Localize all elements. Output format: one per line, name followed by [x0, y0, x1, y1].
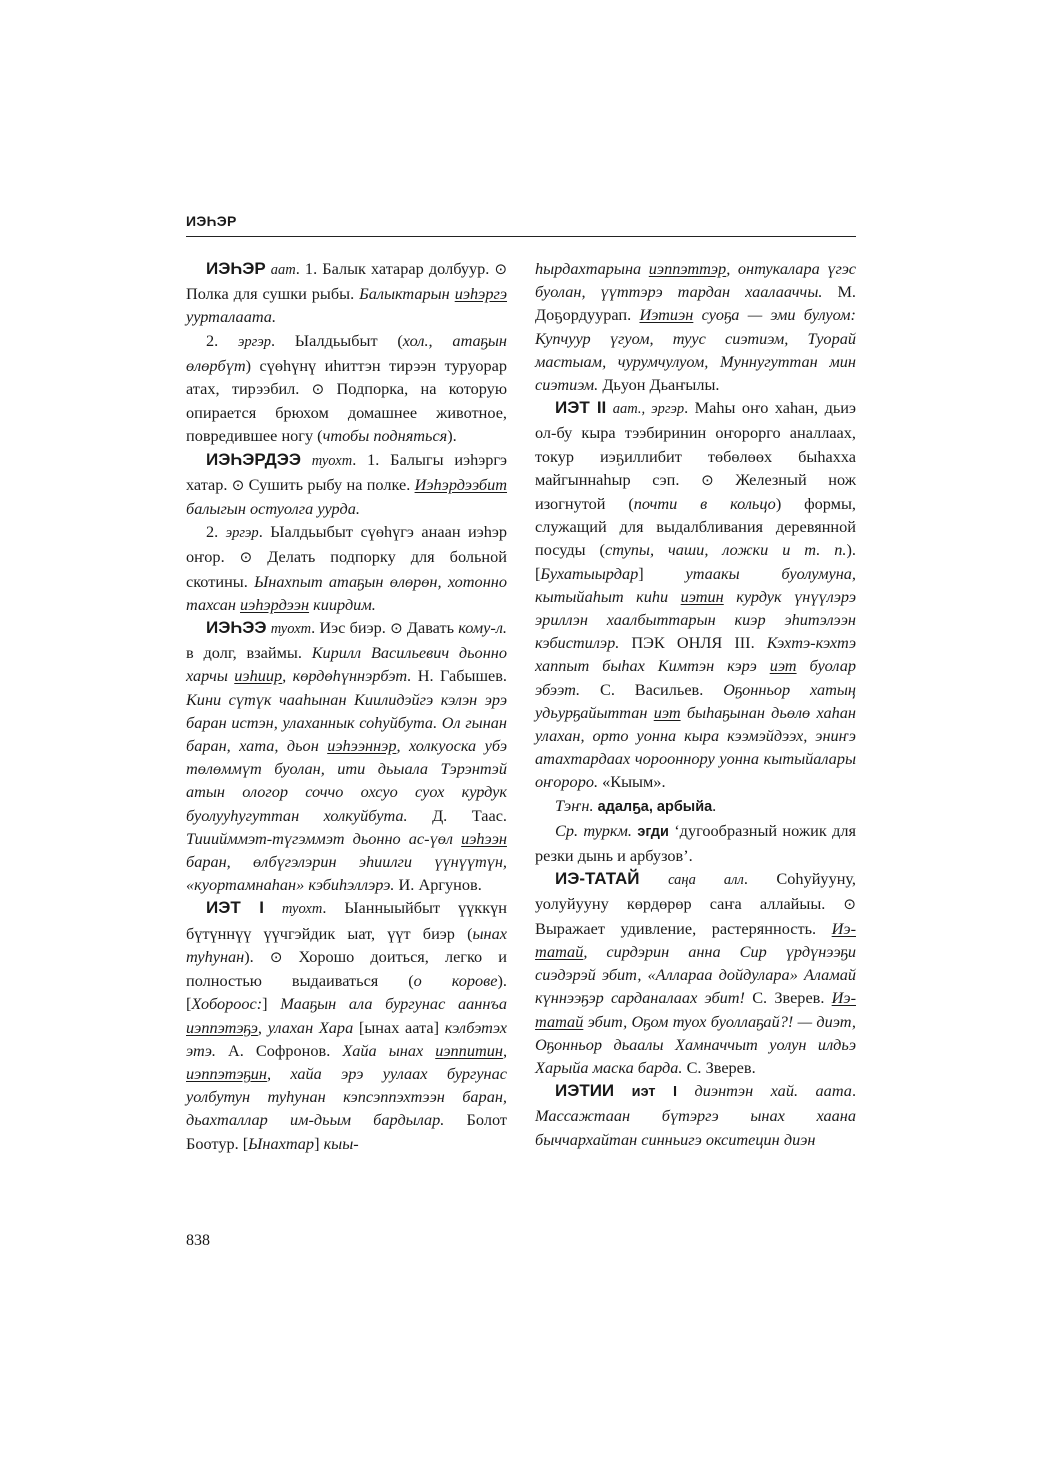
- example-text: [186, 1018, 258, 1037]
- example-text: кэлбэтэх этэ.: [186, 1017, 507, 1060]
- dictionary-paragraph: [535, 396, 856, 793]
- example-text: Бухатыырдар: [540, 563, 639, 583]
- definition-text: Давать: [402, 618, 459, 638]
- example-text: балыгын остуолга уурда.: [186, 499, 360, 519]
- example-text: уурталаата.: [186, 307, 277, 327]
- dictionary-paragraph: [186, 616, 507, 896]
- definition-text: [614, 1081, 632, 1100]
- left-column: [186, 257, 507, 1155]
- example-text: [435, 1041, 503, 1060]
- grammar-label: аат: [270, 262, 296, 278]
- example-text: суоҕа — эми булуом: Купчуур үгуом, туус сиэтиэм, Туорай мастыам, чурумчулуом, Муннугуттан мин сиэтиэм.: [535, 305, 856, 395]
- example-text: [639, 305, 693, 324]
- example-text: хол.,: [402, 330, 453, 350]
- example-text: Ынахпыт атаҕын өлөрөн, хотонно тахсан: [186, 571, 507, 614]
- example-text: [327, 736, 396, 755]
- underlined-example-word: иэт: [653, 702, 681, 722]
- example-text: буолар эбээт.: [535, 656, 857, 699]
- grammar-label: эргэр: [238, 333, 271, 350]
- underlined-example-word: иэһэрдээн: [240, 594, 310, 614]
- example-text: Хобороос:: [191, 994, 263, 1014]
- underlined-example-word: Иэ-татай: [535, 918, 856, 961]
- example-text: эбит, Оҕом туох буоллаҕай?! — диэт, Оҕонньор дьаалы Хамначчыт уолун илдьэ Харыйа маска барда.: [535, 1011, 856, 1077]
- definition-text: М. Доҕордуурап.: [535, 282, 857, 325]
- example-text: Мааҕын ала бургунас ааннъа: [280, 994, 507, 1014]
- russian-translation-marker-icon: ⊙: [390, 619, 403, 638]
- definition-text: Дьуон Дьаҥылы.: [598, 375, 720, 395]
- definition-text: Выражает удивление, растерянность.: [535, 918, 832, 938]
- example-text: киирдим.: [309, 594, 376, 614]
- definition-text: Полка для сушки рыбы.: [186, 284, 360, 304]
- definition-text: ]: [638, 563, 686, 583]
- definition-text: С. Зверев.: [682, 1057, 756, 1077]
- definition-text: . Ыалдьыбыт сүөһүгэ анаан иэһэр оҥор.: [186, 522, 508, 567]
- definition-text: . Соһуйууну, уолуйууну көрдөрөр саҥа аллайыы.: [535, 869, 857, 914]
- russian-translation-marker-icon: ⊙: [311, 380, 325, 399]
- definition-text: .: [712, 795, 717, 815]
- example-text: утаакы буолумуна, кытыйаһыт киһи: [535, 563, 856, 606]
- underlined-example-word: иэһэргэ: [454, 284, 508, 304]
- dictionary-paragraph: [186, 329, 507, 448]
- example-text: [455, 284, 507, 303]
- definition-text: . 1. Балыгы иэһэргэ хатар.: [186, 449, 507, 494]
- underlined-example-word: Иэтиэн: [639, 305, 694, 325]
- underlined-example-word: Иэһэрдээбит: [414, 474, 508, 494]
- definition-text: А. Софронов.: [215, 1040, 343, 1060]
- dictionary-paragraph: [535, 819, 856, 867]
- example-text: быһаҕынан дьөлө хаһан улахан, орто уонна кыра кээмэйдээх, эниҥэ атахтардаах чорооннору уонна кытыйалары оҥороро.: [535, 702, 856, 792]
- underlined-example-word: Иэ-татай: [535, 988, 856, 1031]
- example-text: [461, 829, 507, 848]
- definition-text: Сушить рыбу на полке.: [244, 474, 415, 494]
- grammar-label: туохт: [270, 621, 312, 638]
- dictionary-paragraph: [535, 867, 856, 1079]
- definition-text: [677, 1081, 695, 1100]
- definition-text: ]: [262, 994, 281, 1014]
- definition-text: «Кыым».: [598, 772, 666, 792]
- definition-text: Д. Таас.: [407, 805, 508, 825]
- definition-text: 2.: [206, 330, 239, 350]
- russian-translation-marker-icon: ⊙: [231, 475, 245, 494]
- example-text: , сирдэрин анна Сир үрдүнээҕи сиэдэрэй эбит, «Аллараа дойдулара» Аламай күннээҕэр сарданалаах эбит!: [535, 941, 856, 1008]
- headword: ИЭТИИ: [555, 1081, 615, 1101]
- dictionary-paragraph: [186, 257, 507, 329]
- example-text: Кэхтэ-кэхтэ хаппыт быһах Кимтэн кэрэ: [535, 633, 856, 676]
- dictionary-paragraph: [535, 1079, 856, 1151]
- definition-text: Болот Боотур. [: [186, 1110, 507, 1153]
- grammar-label: саңа алл: [668, 872, 744, 889]
- example-text: баран, өлбүгэлэрин эһиилги үүнүүтүн, «куортамнаһан» кэбиһэллэрэ.: [186, 852, 507, 895]
- russian-translation-marker-icon: ⊙: [239, 548, 253, 567]
- example-text: [654, 703, 681, 722]
- headword: ИЭ-ТАТАЙ: [555, 869, 640, 889]
- dictionary-paragraph: [186, 896, 507, 1154]
- definition-text: [640, 869, 669, 888]
- definition-text: [ынах аата]: [353, 1017, 445, 1037]
- grammar-label: туохт: [311, 452, 353, 469]
- example-text: кыы-: [323, 1133, 359, 1153]
- russian-translation-marker-icon: ⊙: [701, 470, 714, 489]
- underlined-example-word: иэппэттэр: [648, 259, 727, 278]
- example-text: [681, 587, 724, 606]
- running-header: [186, 212, 856, 237]
- example-text: Тииийммэт-түгэммэт дьонно ас-үөл: [186, 828, 462, 848]
- example-text: Кирилл Васильевич дьонно харчы: [186, 643, 507, 686]
- definition-text: . 1. Балык хатарар долбуур.: [295, 259, 495, 278]
- example-text: ступы, чаши, ложки и т. п.: [604, 540, 847, 560]
- example-text: Тэҥн.: [555, 795, 594, 815]
- definition-text: Делать подпорку для больной скотины.: [186, 547, 507, 591]
- example-text: , көрдөһүннэрбэт.: [282, 666, 412, 686]
- example-text: Ср. туркм.: [555, 820, 632, 840]
- underlined-example-word: иэһээн: [461, 828, 507, 848]
- example-text: һырдахтарына: [535, 259, 649, 278]
- definition-text: Н. Габышев.: [411, 666, 507, 686]
- example-text: Хайа ынах: [342, 1040, 436, 1060]
- definition-text: ). [: [186, 971, 507, 1014]
- definition-text: С. Зверев.: [744, 988, 832, 1008]
- example-text: Ынахтар: [248, 1133, 315, 1153]
- header-headword: ИЭҺЭР: [186, 213, 237, 229]
- definition-text: Подпорка, на которую опирается брюхом домашнее животное, повредившее ногу (: [186, 379, 507, 446]
- example-text: курдук үнүүлэрэ эриллэн хаалбыттарын киэр эһитэлээн кэбистилэр.: [535, 586, 856, 653]
- example-text: , улахан Хара: [257, 1017, 354, 1037]
- definition-text: ) формы, служащий для выдалбливания деревянной посуды (: [535, 494, 856, 560]
- russian-translation-marker-icon: ⊙: [494, 260, 508, 278]
- grammar-label: эргэр: [225, 525, 259, 542]
- example-text: атаҕын: [452, 330, 507, 350]
- example-text: кому-л.: [458, 618, 507, 638]
- example-text: Массажтаан бүтэргэ ынах хаана быччархайтан синньигэ окситецин диэн: [535, 1106, 856, 1149]
- example-text: өлөрбүт: [186, 355, 246, 375]
- bold-reference-word: иэт I: [631, 1084, 677, 1101]
- example-text: [770, 656, 797, 675]
- dictionary-paragraph: [535, 257, 856, 396]
- definition-text: ПЭК ОНЛЯ III.: [619, 633, 767, 653]
- definition-text: Железный нож изогнутой (: [535, 469, 856, 514]
- example-text: [649, 259, 726, 278]
- definition-text: ).: [244, 946, 270, 966]
- definition-text: ]: [314, 1133, 324, 1153]
- grammar-label: аат., эргэр: [612, 401, 685, 418]
- underlined-example-word: иэппэтэҕин: [186, 1063, 267, 1083]
- example-text: почти в кольцо: [633, 494, 776, 514]
- example-text: Оҕонньор хатың удьурҕайыттан: [535, 679, 856, 722]
- definition-text: Хорошо доиться, легко и полностью выдаиваться (: [186, 946, 507, 991]
- headword: ИЭТ I: [206, 898, 264, 918]
- example-text: [415, 475, 507, 494]
- example-text: [234, 666, 282, 685]
- definition-text: С. Васильев.: [580, 679, 724, 699]
- underlined-example-word: иэһиир: [234, 666, 283, 686]
- dictionary-paragraph: [186, 448, 507, 521]
- headword: ИЭТ II: [555, 398, 607, 418]
- underlined-example-word: иэппитин: [435, 1040, 503, 1060]
- example-text: [240, 595, 309, 614]
- example-text: чтобы подняться: [322, 426, 448, 446]
- example-text: ,: [502, 1040, 508, 1060]
- headword: ИЭҺЭЭ: [206, 618, 267, 638]
- underlined-example-word: иэппэтэҕэ: [186, 1017, 258, 1037]
- definition-text: И. Аргунов.: [394, 875, 482, 895]
- example-text: , хайа эрэ уулаах бургунас уолбутун туһунан кэпсэппэхтээн баран, дьахталлар им-дьым бардылар.: [186, 1063, 507, 1130]
- example-text: [186, 1064, 267, 1083]
- definition-text: . Ыалдьыбыт (: [270, 330, 403, 350]
- definition-text: ).: [447, 426, 457, 446]
- definition-text: . Ыанныыйбыт үүккүн бүтүннүү үүчгэйдик ыат, үүт биэр (: [186, 898, 507, 943]
- example-text: диэнтэн хай. аата: [694, 1081, 852, 1101]
- page-number: 838: [186, 1232, 210, 1249]
- definition-text: . Иэс биэр.: [311, 618, 391, 638]
- example-text: Балыктарын: [359, 284, 455, 304]
- definition-text: .: [851, 1081, 857, 1101]
- headword: ИЭҺЭРДЭЭ: [206, 449, 301, 469]
- russian-translation-marker-icon: ⊙: [843, 895, 856, 914]
- example-text: Кини сүтүк чааһынан Киилидэйгэ кэлэн эрэ баран истэн, улаханнык соһуйбута. Ол гынан баран, хата, дьон: [186, 689, 507, 756]
- russian-translation-marker-icon: ⊙: [269, 947, 283, 966]
- definition-text: [264, 898, 282, 917]
- definition-text: ) сүөһүнү иһиттэн тирээн туруорар атах, тирээбил.: [186, 355, 507, 399]
- example-text: ынах туһунан: [186, 923, 507, 966]
- headword: ИЭҺЭР: [206, 259, 266, 278]
- example-text: , онтукалара үгэс буолан, үүттэрэ тардан хаалааччы.: [535, 259, 857, 302]
- underlined-example-word: иэтин: [680, 586, 724, 606]
- underlined-example-word: иэһээннэр: [327, 736, 397, 756]
- example-text: , холкуоска убэ төлөммүт буолан, ити дьыала Тэрэнтэй атын ологор соччо охсуо суох курдук буолууһугуттан холкуйбута.: [186, 736, 507, 825]
- definition-text: [301, 450, 312, 469]
- grammar-label: туохт: [281, 901, 323, 918]
- definition-text: ). [: [535, 540, 856, 583]
- underlined-example-word: иэт: [769, 656, 797, 676]
- example-text: о корове: [413, 971, 498, 991]
- dictionary-paragraph: [535, 794, 856, 819]
- right-column: [535, 257, 856, 1151]
- bold-reference-word: адалҕа, арбыйа: [597, 798, 713, 815]
- dictionary-paragraph: [186, 520, 507, 616]
- definition-text: ‘дугообразный ножик для резки дынь и арбузов’.: [535, 820, 856, 866]
- definition-text: 2.: [206, 522, 226, 542]
- definition-text: . Маһы оҥо хаһан, дьиэ ол-бу кыра тээбиринин оҥорорго аналлаах, токур иэҕиллибит төбөлөөх быһахха майгыннаһыр сэп.: [535, 398, 857, 489]
- definition-text: в долг, взаймы.: [186, 643, 312, 663]
- bold-reference-word: эгди: [637, 823, 669, 840]
